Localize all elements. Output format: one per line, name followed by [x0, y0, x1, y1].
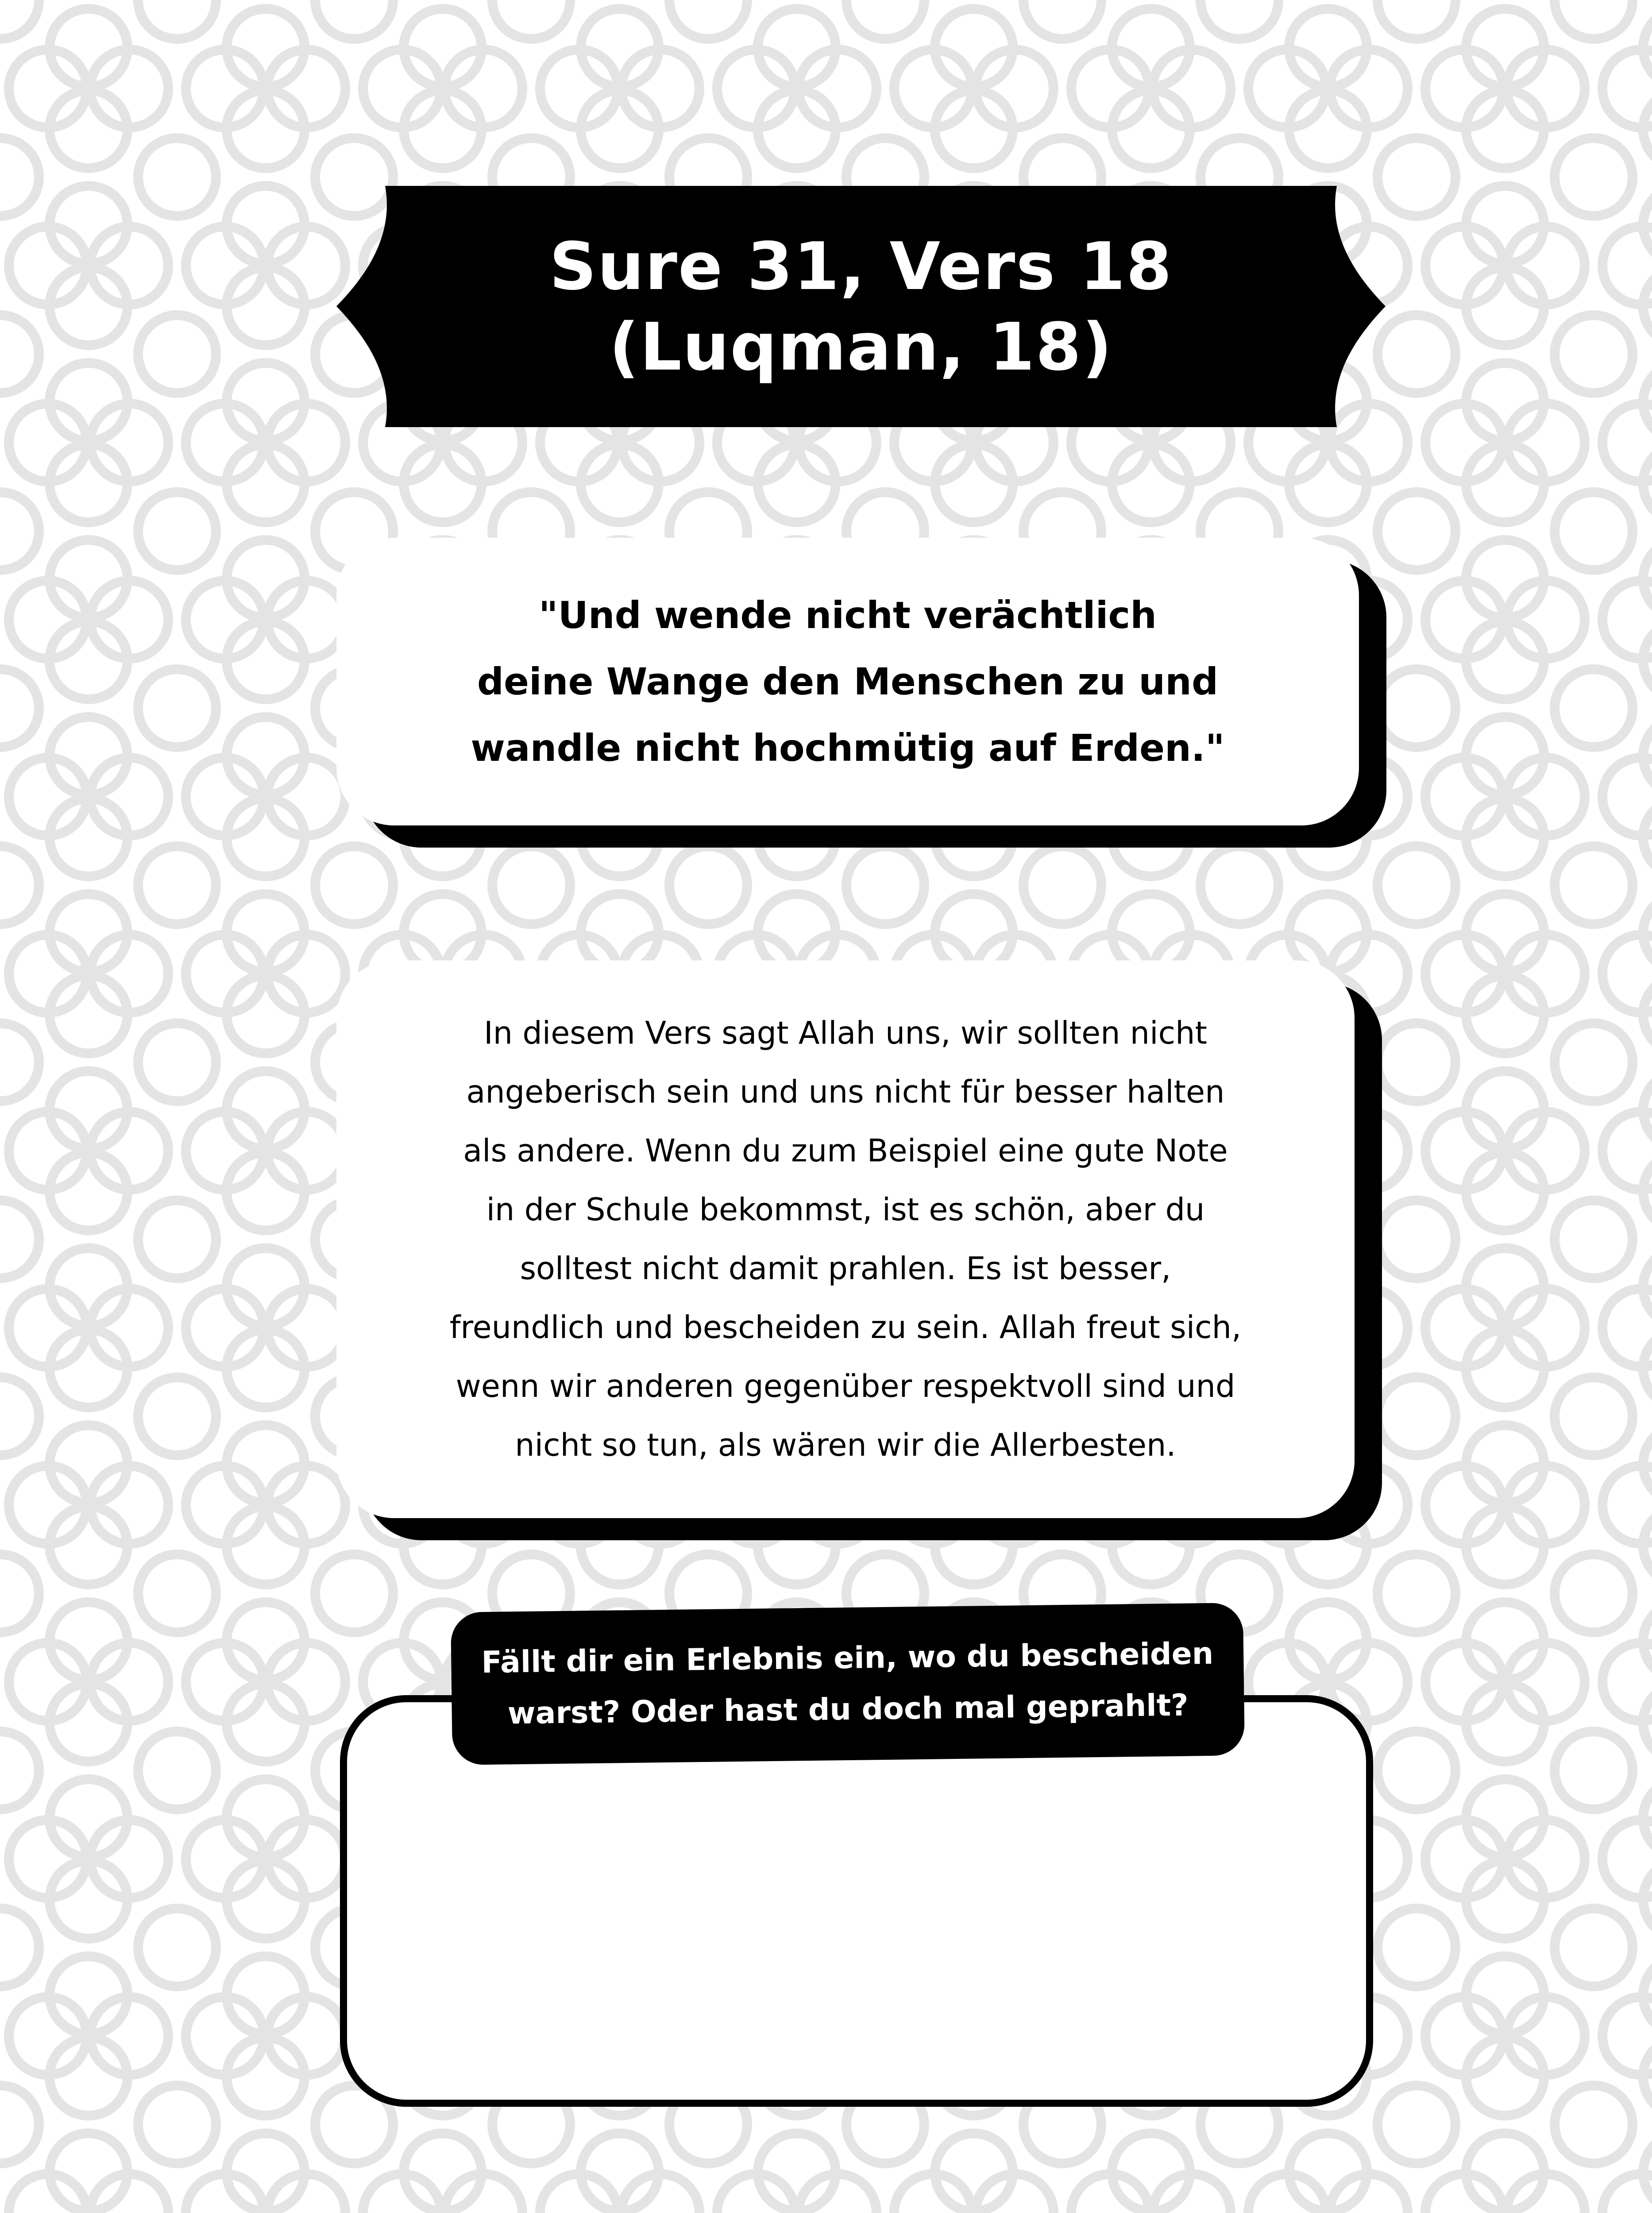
question-line: warst? Oder hast du doch mal geprahlt? — [507, 1688, 1189, 1731]
quote-card — [336, 538, 1359, 825]
explanation-line: wenn wir anderen gegenüber respektvoll sind und — [455, 1368, 1235, 1404]
explanation-text — [336, 960, 1355, 1518]
title-banner — [336, 186, 1386, 427]
page-title — [336, 186, 1386, 427]
quote-line: "Und wende nicht verächtlich — [538, 594, 1157, 637]
quote-line: wandle nicht hochmütig auf Erden." — [471, 726, 1225, 770]
explanation-card — [336, 960, 1355, 1518]
explanation-line: in der Schule bekommst, ist es schön, aber du — [486, 1191, 1205, 1228]
question-line: Fällt dir ein Erlebnis ein, wo du bescheiden — [481, 1636, 1214, 1680]
verse-quote — [336, 538, 1359, 825]
explanation-line: angeberisch sein und uns nicht für besser halten — [466, 1074, 1225, 1110]
explanation-line: In diesem Vers sagt Allah uns, wir sollten nicht — [484, 1015, 1207, 1051]
title-line-2: (Luqman, 18) — [609, 308, 1113, 385]
question-prompt-label — [451, 1603, 1245, 1765]
quote-line: deine Wange den Menschen zu und — [477, 660, 1219, 703]
explanation-line: freundlich und bescheiden zu sein. Allah freut sich, — [449, 1309, 1242, 1346]
explanation-line: solltest nicht damit prahlen. Es ist besser, — [520, 1250, 1171, 1287]
title-line-1: Sure 31, Vers 18 — [549, 228, 1173, 305]
explanation-line: nicht so tun, als wären wir die Allerbesten. — [515, 1427, 1176, 1463]
explanation-line: als andere. Wenn du zum Beispiel eine gute Note — [463, 1133, 1228, 1169]
